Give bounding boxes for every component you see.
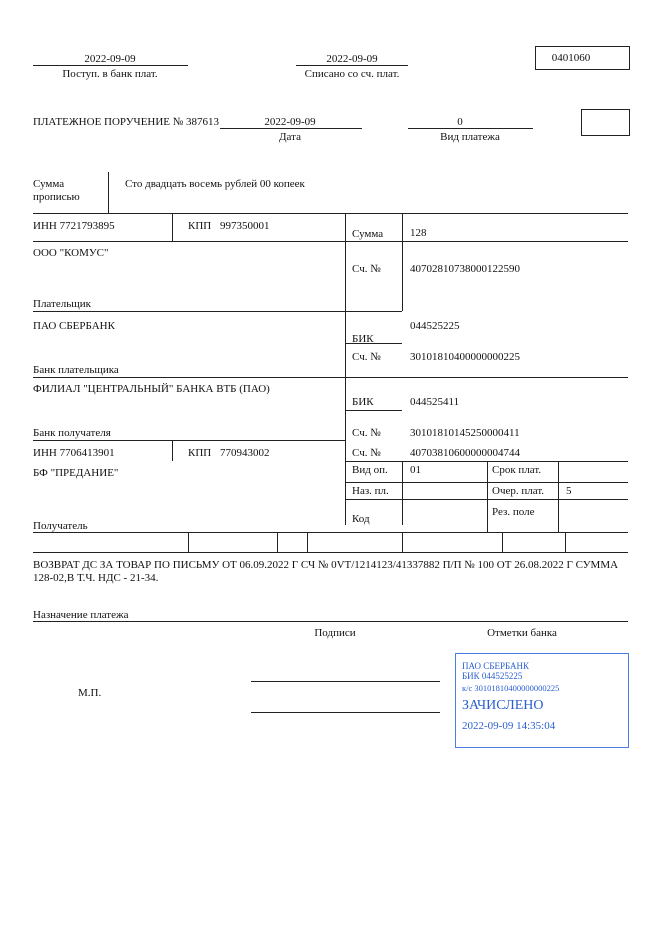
- payer-inn: ИНН 7721793895: [33, 220, 115, 232]
- divider: [402, 213, 403, 311]
- received-date: 2022-09-09: [84, 53, 136, 65]
- divider: [188, 532, 189, 552]
- purpose-text-line-2: 128-02,В Т.Ч. НДС - 21-34.: [33, 572, 159, 584]
- payee-account: 40703810600000004744: [410, 447, 520, 459]
- divider: [220, 128, 362, 129]
- debited-label: Списано со сч. плат.: [304, 68, 400, 80]
- divider: [487, 461, 488, 532]
- payer-label: Плательщик: [33, 298, 91, 310]
- date-label: Дата: [279, 131, 301, 143]
- divider: [502, 532, 503, 552]
- divider: [307, 532, 308, 552]
- payer-bank-bik: 044525225: [410, 320, 460, 332]
- payee-bank-account: 30101810145250000411: [410, 427, 520, 439]
- form-code: 0401060: [551, 52, 591, 64]
- stamp-status: ЗАЧИСЛЕНО: [462, 698, 544, 713]
- divider: [558, 461, 559, 532]
- payer-bank-account: 30101810400000000225: [410, 351, 520, 363]
- payer-account: 40702810738000122590: [410, 263, 520, 275]
- bank-stamp: [455, 653, 629, 748]
- payment-type-label: Вид платежа: [440, 131, 500, 143]
- divider: [172, 440, 173, 461]
- purpose-text-line-1: ВОЗВРАТ ДС ЗА ТОВАР ПО ПИСЬМУ ОТ 06.09.2022 Г СЧ № 0VT/1214123/41337882 П/П № 100 ОТ 26.08.2022 Г СУММА: [33, 559, 619, 571]
- document-date: 2022-09-09: [264, 116, 316, 128]
- divider: [172, 213, 173, 241]
- divider: [33, 65, 188, 66]
- payer-bank-bik-label: БИК: [352, 333, 374, 345]
- payee-bank-bik-label: БИК: [352, 396, 374, 408]
- signatures-label: Подписи: [314, 627, 356, 639]
- payee-bank-account-label: Сч. №: [352, 427, 381, 439]
- divider: [408, 128, 533, 129]
- payer-account-label: Сч. №: [352, 263, 381, 275]
- received-label: Поступ. в банк плат.: [62, 68, 158, 80]
- payee-bank-name: ФИЛИАЛ "ЦЕНТРАЛЬНЫЙ" БАНКА ВТБ (ПАО): [33, 383, 270, 395]
- stamp-bank: ПАО СБЕРБАНК: [462, 661, 530, 671]
- debited-date: 2022-09-09: [326, 53, 378, 65]
- sum-value: 128: [410, 227, 427, 239]
- divider: [345, 410, 402, 411]
- divider: [33, 621, 628, 622]
- payer-name: ООО "КОМУС": [33, 247, 109, 259]
- code-label: Код: [352, 513, 370, 525]
- divider: [108, 172, 109, 213]
- payee-kpp-label: КПП: [188, 447, 212, 459]
- amount-words: Сто двадцать восемь рублей 00 копеек: [125, 178, 305, 190]
- divider: [345, 213, 346, 525]
- bank-marks-label: Отметки банка: [487, 627, 557, 639]
- payee-name: БФ "ПРЕДАНИЕ": [33, 467, 119, 479]
- reserve-label: Рез. поле: [492, 506, 535, 518]
- divider: [33, 377, 628, 378]
- priority-label: Очер. плат.: [492, 485, 545, 497]
- payer-kpp: 997350001: [220, 220, 270, 232]
- op-type-label: Вид оп.: [352, 464, 388, 476]
- signature-line: [251, 681, 440, 682]
- divider: [33, 241, 628, 242]
- divider: [33, 213, 628, 214]
- payee-label: Получатель: [33, 520, 88, 532]
- purpose-code-label: Наз. пл.: [352, 485, 389, 497]
- payer-bank-name: ПАО СБЕРБАНК: [33, 320, 115, 332]
- divider: [296, 65, 408, 66]
- priority: 5: [566, 485, 572, 497]
- payee-bank-bik: 044525411: [410, 396, 460, 408]
- divider: [402, 532, 403, 552]
- op-type: 01: [410, 464, 421, 476]
- document-title: ПЛАТЕЖНОЕ ПОРУЧЕНИЕ № 387613: [33, 116, 220, 128]
- amount-words-label-2: прописью: [33, 191, 80, 203]
- amount-words-label: Сумма: [33, 178, 65, 190]
- payee-kpp: 770943002: [220, 447, 270, 459]
- empty-box: [581, 109, 630, 136]
- payee-account-label: Сч. №: [352, 447, 381, 459]
- payee-bank-label: Банк получателя: [33, 427, 111, 439]
- seal-label: М.П.: [78, 687, 102, 699]
- payer-bank-account-label: Сч. №: [352, 351, 381, 363]
- payment-type: 0: [457, 116, 463, 128]
- stamp-datetime: 2022-09-09 14:35:04: [462, 720, 556, 732]
- stamp-account: к/с 30101810400000000225: [462, 683, 560, 693]
- signature-line: [251, 712, 440, 713]
- divider: [402, 461, 403, 525]
- divider: [33, 440, 345, 441]
- payer-kpp-label: КПП: [188, 220, 212, 232]
- purpose-label: Назначение платежа: [33, 609, 129, 621]
- divider: [565, 532, 566, 552]
- divider: [33, 532, 628, 533]
- payer-bank-label: Банк плательщика: [33, 364, 119, 376]
- sum-label: Сумма: [352, 228, 384, 240]
- term-label: Срок плат.: [492, 464, 542, 476]
- divider: [277, 532, 278, 552]
- divider: [33, 311, 402, 312]
- divider: [33, 552, 628, 553]
- payee-inn: ИНН 7706413901: [33, 447, 115, 459]
- stamp-bik: БИК 044525225: [462, 671, 523, 681]
